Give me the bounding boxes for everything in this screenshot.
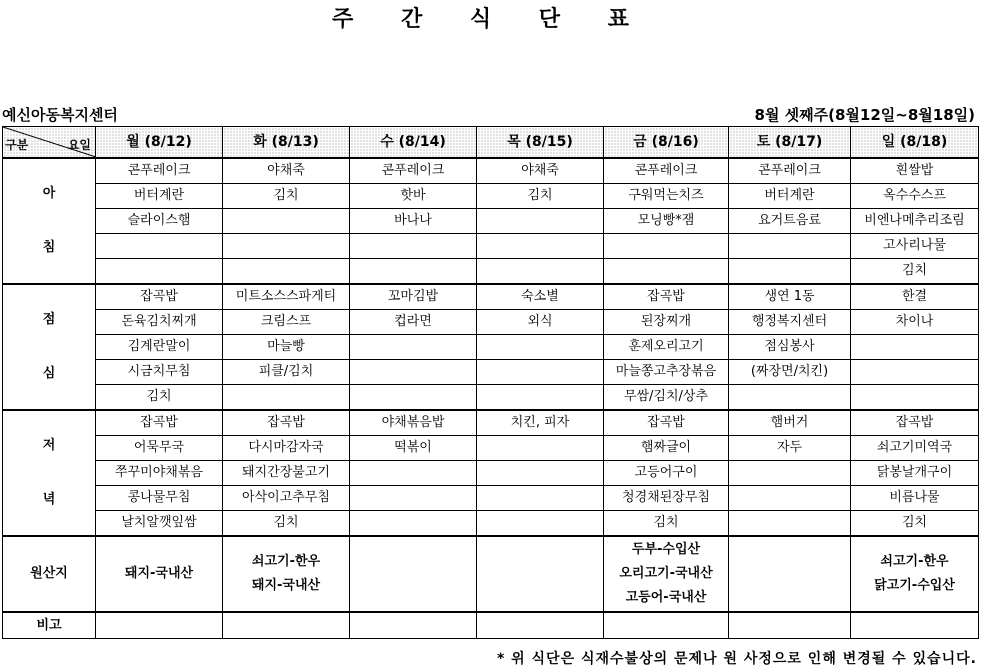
menu-cell: 콘푸레이크	[350, 158, 477, 184]
menu-cell: 시금치무침	[96, 360, 223, 385]
menu-cell: 자두	[729, 436, 851, 461]
remark-cell	[223, 612, 350, 639]
menu-cell: 김치	[851, 259, 979, 285]
menu-cell: 떡볶이	[350, 436, 477, 461]
day-header: 일 (8/18)	[851, 127, 979, 159]
menu-cell: 흰쌀밥	[851, 158, 979, 184]
menu-cell: 피클/김치	[223, 360, 350, 385]
menu-cell: 닭봉날개구이	[851, 461, 979, 486]
menu-cell: 김계란말이	[96, 335, 223, 360]
day-header: 월 (8/12)	[96, 127, 223, 159]
menu-cell: 김치	[223, 511, 350, 537]
menu-cell	[96, 234, 223, 259]
menu-cell	[851, 385, 979, 411]
menu-cell: 무쌈/김치/상추	[604, 385, 729, 411]
menu-cell	[223, 385, 350, 411]
menu-cell	[729, 511, 851, 537]
origin-cell: 두부-수입산 오리고기-국내산 고등어-국내산	[604, 536, 729, 612]
menu-cell	[477, 259, 604, 285]
menu-row	[3, 511, 979, 537]
menu-cell: 행정복지센터	[729, 310, 851, 335]
meal-label-char: 저	[42, 438, 56, 453]
menu-row	[3, 385, 979, 411]
origin-row	[3, 536, 979, 612]
menu-cell: 날치알깻잎쌈	[96, 511, 223, 537]
menu-cell: 김치	[477, 184, 604, 209]
menu-cell: 김치	[223, 184, 350, 209]
menu-cell: 점심봉사	[729, 335, 851, 360]
menu-cell: 숙소별	[477, 284, 604, 310]
menu-cell: 김치	[604, 511, 729, 537]
menu-cell: 아삭이고추무침	[223, 486, 350, 511]
menu-cell	[477, 360, 604, 385]
menu-cell: 청경채된장무침	[604, 486, 729, 511]
menu-cell: 콩나물무침	[96, 486, 223, 511]
footnote: * 위 식단은 식재수불상의 문제나 원 사정으로 인해 변경될 수 있습니다.	[496, 651, 977, 667]
menu-cell	[851, 360, 979, 385]
menu-cell	[223, 234, 350, 259]
menu-cell: 돼지간장불고기	[223, 461, 350, 486]
menu-cell: 바나나	[350, 209, 477, 234]
menu-row	[3, 184, 979, 209]
menu-row	[3, 310, 979, 335]
menu-row	[3, 234, 979, 259]
menu-cell: 쇠고기미역국	[851, 436, 979, 461]
menu-cell: 햄버거	[729, 410, 851, 436]
menu-cell: 한결	[851, 284, 979, 310]
meal-label-char: 침	[42, 240, 56, 255]
remark-label: 비고	[3, 612, 96, 639]
menu-cell	[350, 234, 477, 259]
origin-cell: 쇠고기-한우 닭고기-수입산	[851, 536, 979, 612]
menu-cell: 생연 1동	[729, 284, 851, 310]
menu-row	[3, 410, 979, 436]
menu-cell: 슬라이스햄	[96, 209, 223, 234]
menu-cell	[350, 335, 477, 360]
menu-cell: 돈육김치찌개	[96, 310, 223, 335]
menu-cell	[604, 234, 729, 259]
menu-cell: 잡곡밥	[96, 410, 223, 436]
corner-header	[3, 127, 96, 159]
menu-cell: 고등어구이	[604, 461, 729, 486]
origin-cell: 쇠고기-한우 돼지-국내산	[223, 536, 350, 612]
menu-cell	[223, 259, 350, 285]
menu-row	[3, 209, 979, 234]
menu-row	[3, 436, 979, 461]
menu-cell: 크림스프	[223, 310, 350, 335]
origin-cell	[477, 536, 604, 612]
menu-cell: 버터계란	[729, 184, 851, 209]
menu-cell	[350, 360, 477, 385]
menu-row	[3, 158, 979, 184]
day-header: 목 (8/15)	[477, 127, 604, 159]
day-header: 화 (8/13)	[223, 127, 350, 159]
meal-label	[3, 284, 96, 410]
page-title: 주 간 식 단 표	[332, 7, 649, 32]
meal-label-char: 심	[42, 366, 56, 381]
menu-cell: 비름나물	[851, 486, 979, 511]
menu-cell: 마늘쫑고추장볶음	[604, 360, 729, 385]
menu-cell: 외식	[477, 310, 604, 335]
menu-cell: 야채죽	[477, 158, 604, 184]
menu-cell: 컵라면	[350, 310, 477, 335]
corner-label-day: 요일	[67, 138, 91, 152]
menu-cell: 잡곡밥	[96, 284, 223, 310]
menu-cell: 콘푸레이크	[96, 158, 223, 184]
menu-cell	[604, 259, 729, 285]
menu-cell: 차이나	[851, 310, 979, 335]
menu-cell	[477, 209, 604, 234]
menu-cell	[350, 259, 477, 285]
menu-cell: 고사리나물	[851, 234, 979, 259]
week-range: 8월 셋째주(8월12일~8월18일)	[754, 106, 975, 124]
menu-cell: 버터계란	[96, 184, 223, 209]
origin-cell: 돼지-국내산	[96, 536, 223, 612]
menu-cell	[729, 385, 851, 411]
menu-cell: 훈제오리고기	[604, 335, 729, 360]
menu-cell	[350, 486, 477, 511]
menu-cell: 치킨, 피자	[477, 410, 604, 436]
remark-cell	[350, 612, 477, 639]
org-name: 예신아동복지센터	[2, 106, 118, 124]
corner-label-category: 구분	[5, 138, 29, 152]
remark-cell	[729, 612, 851, 639]
menu-cell: 모닝빵*잼	[604, 209, 729, 234]
menu-row	[3, 284, 979, 310]
menu-cell: 잡곡밥	[223, 410, 350, 436]
menu-cell: 김치	[851, 511, 979, 537]
menu-cell: 된장찌개	[604, 310, 729, 335]
menu-cell	[477, 436, 604, 461]
menu-cell: 야채볶음밥	[350, 410, 477, 436]
menu-cell	[729, 461, 851, 486]
menu-cell	[96, 259, 223, 285]
menu-cell: 쭈꾸미야채볶음	[96, 461, 223, 486]
menu-row	[3, 461, 979, 486]
menu-table	[2, 126, 979, 639]
remark-cell	[604, 612, 729, 639]
origin-label: 원산지	[3, 536, 96, 612]
menu-cell	[729, 234, 851, 259]
remark-cell	[851, 612, 979, 639]
menu-cell	[477, 335, 604, 360]
menu-cell	[851, 335, 979, 360]
menu-cell	[350, 461, 477, 486]
remark-cell	[96, 612, 223, 639]
menu-cell	[477, 234, 604, 259]
menu-cell: 야채죽	[223, 158, 350, 184]
meal-label	[3, 410, 96, 536]
meal-label	[3, 158, 96, 284]
menu-cell	[729, 486, 851, 511]
menu-cell: (짜장면/치킨)	[729, 360, 851, 385]
menu-cell: 어묵무국	[96, 436, 223, 461]
menu-cell	[477, 461, 604, 486]
origin-cell	[350, 536, 477, 612]
origin-cell	[729, 536, 851, 612]
remark-cell	[477, 612, 604, 639]
menu-row	[3, 360, 979, 385]
meal-label-char: 점	[42, 312, 56, 327]
menu-row	[3, 335, 979, 360]
menu-cell	[729, 259, 851, 285]
menu-cell: 구워먹는치즈	[604, 184, 729, 209]
menu-cell: 햄짜글이	[604, 436, 729, 461]
menu-cell	[477, 486, 604, 511]
menu-cell: 김치	[96, 385, 223, 411]
menu-cell	[223, 209, 350, 234]
menu-cell: 콘푸레이크	[729, 158, 851, 184]
meal-label-char: 녁	[42, 492, 56, 507]
menu-cell: 잡곡밥	[604, 284, 729, 310]
menu-cell: 요거트음료	[729, 209, 851, 234]
meal-label-char: 아	[42, 186, 56, 201]
menu-cell: 옥수수스프	[851, 184, 979, 209]
menu-cell: 잡곡밥	[851, 410, 979, 436]
menu-cell: 미트소스스파게티	[223, 284, 350, 310]
menu-cell	[477, 511, 604, 537]
menu-cell: 잡곡밥	[604, 410, 729, 436]
menu-row	[3, 486, 979, 511]
remark-row	[3, 612, 979, 639]
menu-cell: 비엔나메추리조림	[851, 209, 979, 234]
menu-cell	[477, 385, 604, 411]
menu-row	[3, 259, 979, 285]
day-header: 토 (8/17)	[729, 127, 851, 159]
menu-cell: 핫바	[350, 184, 477, 209]
menu-cell: 꼬마김밥	[350, 284, 477, 310]
day-header: 수 (8/14)	[350, 127, 477, 159]
day-header: 금 (8/16)	[604, 127, 729, 159]
menu-cell: 콘푸레이크	[604, 158, 729, 184]
menu-cell: 다시마감자국	[223, 436, 350, 461]
menu-cell: 마늘빵	[223, 335, 350, 360]
menu-cell	[350, 385, 477, 411]
menu-cell	[350, 511, 477, 537]
